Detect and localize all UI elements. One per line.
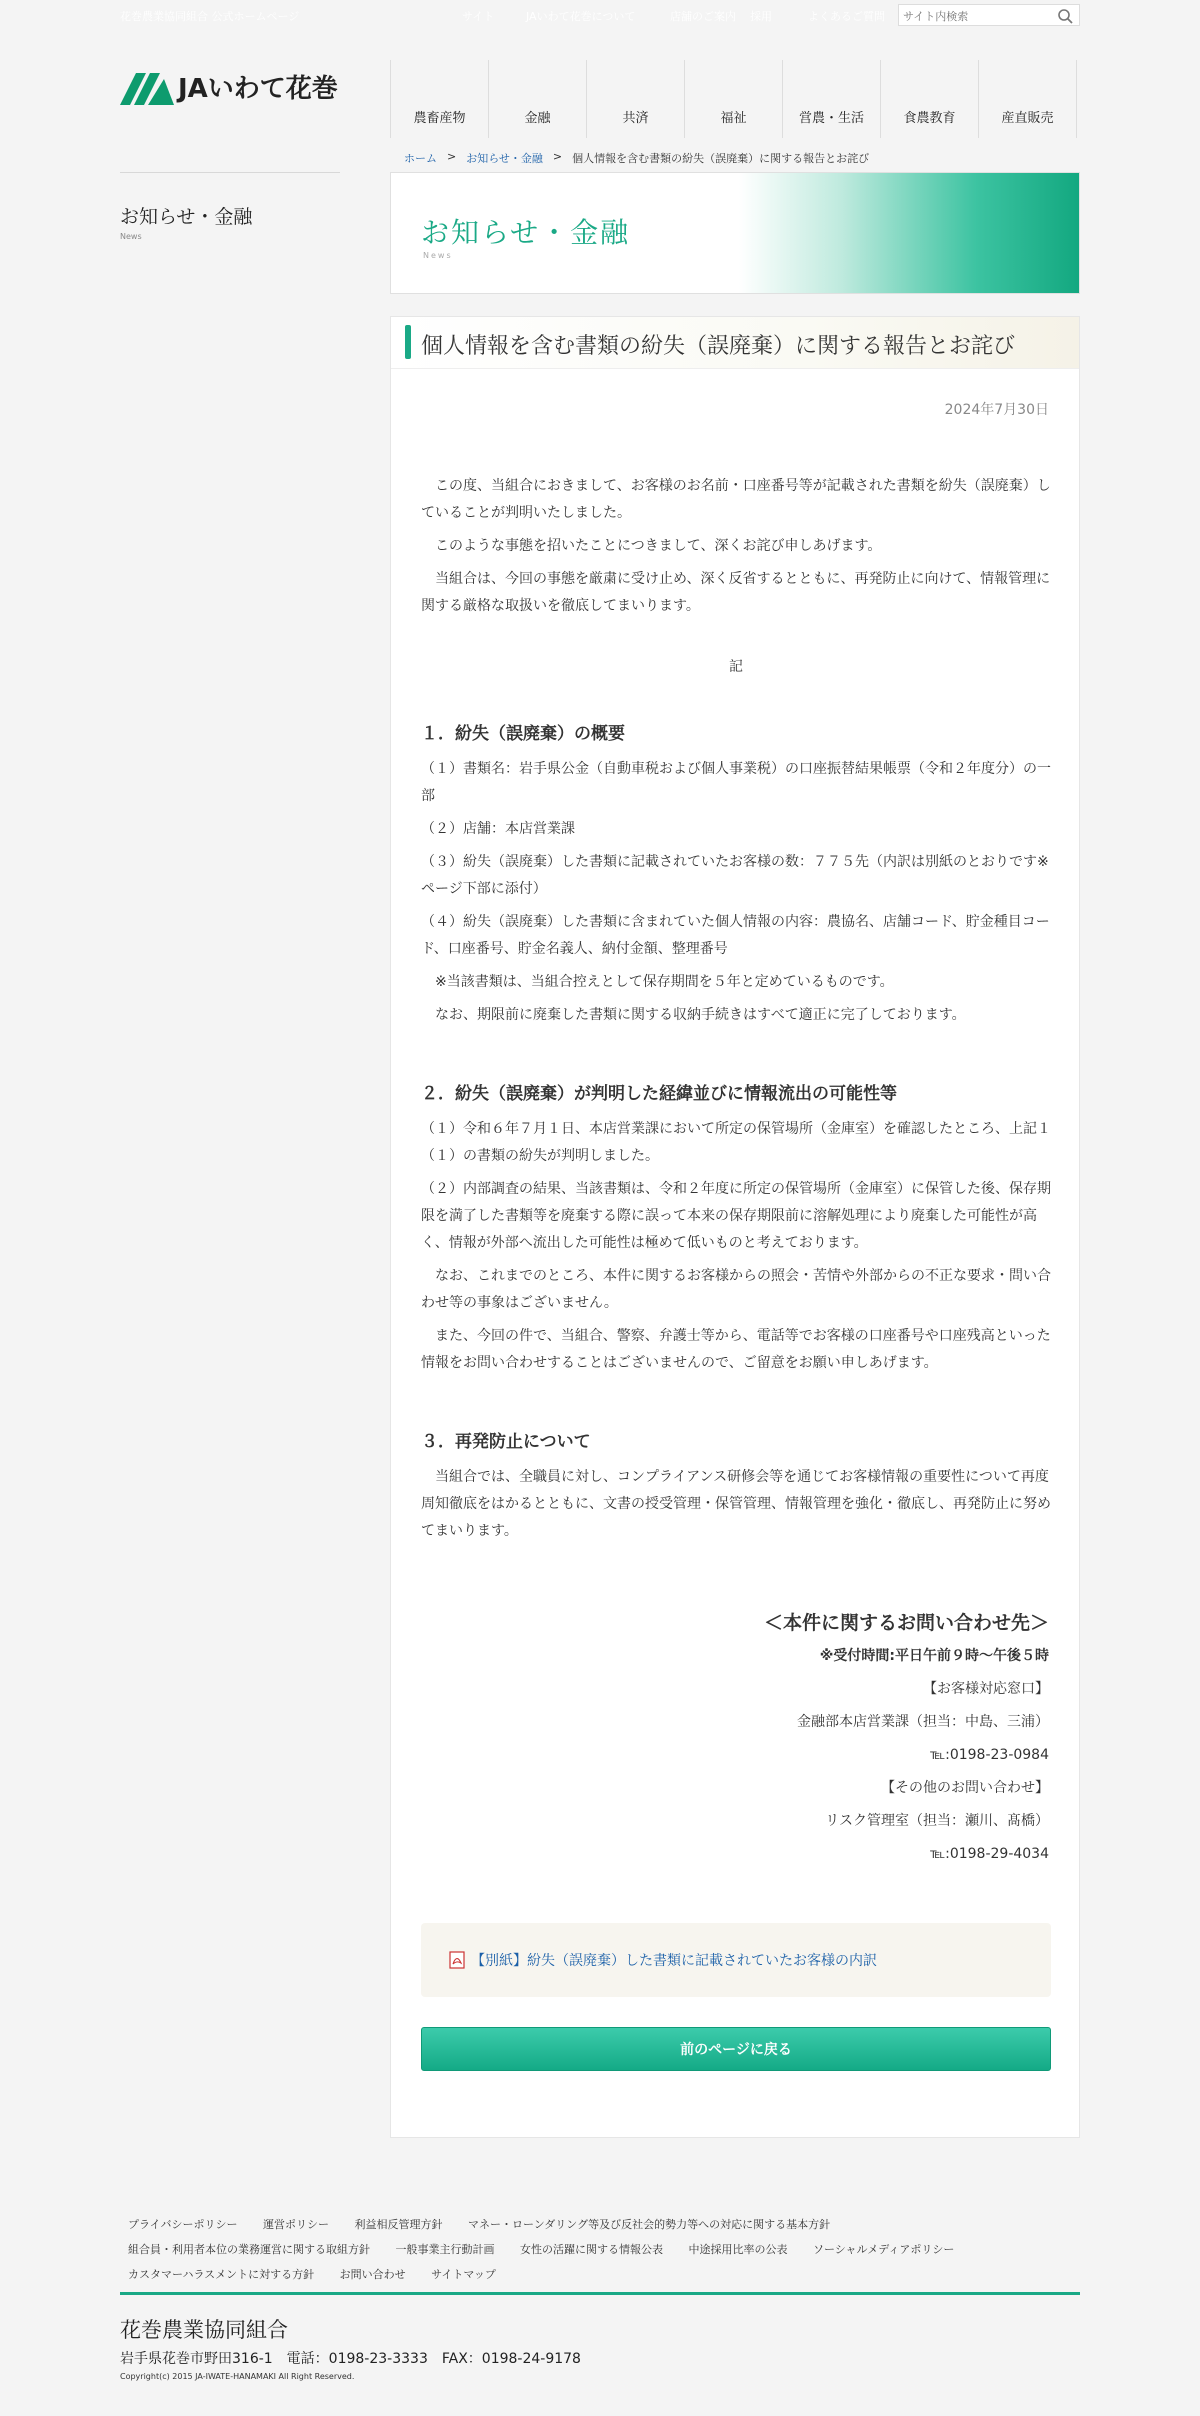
article-title: 個人情報を含む書類の紛失（誤廃棄）に関する報告とお詫び — [421, 334, 1016, 359]
site-tagline: 花巻農業協同組合 公式ホームページ — [120, 10, 300, 23]
sidebar-divider — [120, 172, 340, 173]
intro-paragraph: この度、当組合におきまして、お客様のお名前・口座番号等が記載された書類を紛失（誤廃棄）していることが判明いたしました。 — [421, 478, 1051, 521]
nav-item-mutual-aid[interactable]: 共済 — [587, 60, 685, 138]
footer-link-sitemap[interactable]: サイトマップ — [431, 2268, 496, 2281]
footer-link-aml[interactable]: マネー・ローンダリング等及び反社会的勢力等への対応に関する基本方針 — [467, 2218, 831, 2231]
util-link-2[interactable]: JAいわて花巻について — [526, 10, 636, 23]
intro-paragraph: 当組合は、今回の事態を厳粛に受け止め、深く反省するとともに、再発防止に向けて、情報管理に関する厳格な取扱いを徹底してまいります。 — [421, 571, 1051, 614]
section-3-item: 当組合では、全職員に対し、コンプライアンス研修会等を通じてお客様情報の重要性について再度周知徹底をはかるとともに、文書の授受管理・保管管理、情報管理を強化・徹底し、再発防止に努めてまいります。 — [421, 1469, 1051, 1539]
sidebar-subtitle: News — [120, 232, 142, 241]
contact-tel-1: ℡:0198-23-0984 — [930, 1747, 1049, 1763]
footer-link-customer-first[interactable]: 組合員・利用者本位の業務運営に関する取組方針 — [128, 2243, 370, 2256]
breadcrumb-sep: > — [447, 150, 457, 163]
attachment-link[interactable]: 【別紙】紛失（誤廃棄）した書類に記載されていたお客様の内訳 — [471, 1953, 877, 1969]
ki-marker: 記 — [729, 659, 743, 675]
article — [390, 316, 1080, 2138]
site-logo[interactable] — [120, 68, 338, 105]
back-button[interactable]: 前のページに戻る — [421, 2027, 1051, 2071]
ja-logo-icon — [120, 69, 174, 105]
search-icon[interactable] — [1057, 8, 1073, 24]
footer-org-name: 花巻農業協同組合 — [120, 2318, 288, 2342]
breadcrumb — [404, 150, 869, 166]
footer-link-operation[interactable]: 運営ポリシー — [262, 2218, 329, 2231]
pdf-icon — [449, 1951, 465, 1969]
footer-copyright: Copyright(c) 2015 JA-IWATE-HANAMAKI All Right Reserved. — [120, 2372, 355, 2381]
global-nav — [390, 60, 1077, 138]
section-1-item: ※当該書類は、当組合控えとして保存期間を５年と定めているものです。 — [421, 974, 894, 990]
section-1-item: （１）書類名：岩手県公金（自動車税および個人事業税）の口座振替結果帳票（令和２年度分）の一部 — [421, 761, 1051, 804]
util-link-1[interactable]: サイト — [462, 10, 495, 23]
search-input[interactable] — [899, 7, 1049, 27]
nav-item-direct-sales[interactable]: 産直販売 — [979, 60, 1077, 138]
contact-desk-2: 【その他のお問い合わせ】 — [881, 1780, 1049, 1796]
section-1-item: なお、期限前に廃棄した書類に関する収納手続きはすべて適正に完了しております。 — [421, 1007, 966, 1023]
section-2-item: なお、これまでのところ、本件に関するお客様からの照会・苦情や外部からの不正な要求・問い合わせ等の事象はございません。 — [421, 1268, 1051, 1311]
nav-item-farming-life[interactable]: 営農・生活 — [783, 60, 881, 138]
breadcrumb-current: 個人情報を含む書類の紛失（誤廃棄）に関する報告とお詫び — [572, 152, 870, 165]
footer-link-social[interactable]: ソーシャルメディアポリシー — [813, 2243, 955, 2256]
footer-link-contact[interactable]: お問い合わせ — [339, 2268, 406, 2281]
top-bar — [0, 0, 1200, 30]
util-link-3[interactable]: 店舗のご案内 — [670, 10, 736, 23]
article-body — [421, 473, 1051, 1551]
footer-address: 岩手県花巻市野田316-1 電話：0198-23-3333 FAX：0198-24-9178 — [120, 2351, 581, 2367]
contact-hours: ※受付時間:平日午前９時〜午後５時 — [819, 1648, 1049, 1664]
contact-desk-1: 【お客様対応窓口】 — [923, 1681, 1049, 1697]
section-2-item: また、今回の件で、当組合、警察、弁護士等から、電話等でお客様の口座番号や口座残高といった情報をお問い合わせすることはございませんので、ご留意をお願い申しあげます。 — [421, 1328, 1051, 1371]
banner-gradient — [739, 173, 1079, 294]
section-2-item: （１）令和６年７月１日、本店営業課において所定の保管場所（金庫室）を確認したところ、上記１（１）の書類の紛失が判明しました。 — [421, 1121, 1051, 1164]
attachment-box — [421, 1923, 1051, 1997]
breadcrumb-sep: > — [552, 150, 563, 163]
footer-divider — [120, 2292, 1080, 2295]
footer-link-privacy[interactable]: プライバシーポリシー — [128, 2218, 238, 2231]
nav-item-finance[interactable]: 金融 — [489, 60, 587, 138]
nav-item-agri[interactable]: 農畜産物 — [391, 60, 489, 138]
article-date: 2024年7月30日 — [944, 402, 1049, 418]
util-link-5[interactable]: よくあるご質問 — [808, 10, 885, 23]
contact-dept-2: リスク管理室（担当：瀬川、髙橋） — [825, 1813, 1049, 1829]
section-1-item: （３）紛失（誤廃棄）した書類に記載されていたお客様の数：７７５先（内訳は別紙のとおりです※ページ下部に添付） — [421, 854, 1049, 897]
contact-dept-1: 金融部本店営業課（担当：中島、三浦） — [797, 1714, 1049, 1730]
contact-block — [764, 1607, 1049, 1871]
section-1-heading: １．紛失（誤廃棄）の概要 — [421, 724, 625, 744]
util-link-4[interactable]: 採用 — [750, 10, 772, 23]
footer-link-action-plan[interactable]: 一般事業主行動計画 — [395, 2243, 495, 2256]
breadcrumb-home[interactable]: ホーム — [404, 152, 437, 165]
nav-item-welfare[interactable]: 福祉 — [685, 60, 783, 138]
banner-title: お知らせ・金融 — [421, 216, 631, 249]
nav-item-food-education[interactable]: 食農教育 — [881, 60, 979, 138]
banner-subtitle: News — [423, 251, 453, 260]
section-1-item: （４）紛失（誤廃棄）した書類に含まれていた個人情報の内容：農協名、店舗コード、貯金種目コード、口座番号、貯金名義人、納付金額、整理番号 — [421, 914, 1050, 957]
footer-links — [128, 2212, 1088, 2287]
footer-link-harassment[interactable]: カスタマーハラスメントに対する方針 — [128, 2268, 315, 2281]
contact-tel-2: ℡:0198-29-4034 — [930, 1846, 1049, 1862]
section-2-item: （２）内部調査の結果、当該書類は、令和２年度に所定の保管場所（金庫室）に保管した後、保存期限を満了した書類等を廃棄する際に誤って本来の保存期限前に溶解処理により廃棄した可能性が高く、情報が外部へ流出した可能性は極めて低いものと考えております。 — [421, 1181, 1051, 1251]
section-2-heading: ２．紛失（誤廃棄）が判明した経緯並びに情報流出の可能性等 — [421, 1084, 897, 1104]
sidebar-title: お知らせ・金融 — [120, 206, 253, 228]
site-search — [898, 4, 1080, 26]
footer-link-midcareer[interactable]: 中途採用比率の公表 — [688, 2243, 788, 2256]
section-1-item: （２）店舗：本店営業課 — [421, 821, 575, 837]
page-banner — [390, 172, 1080, 294]
footer-link-women[interactable]: 女性の活躍に関する情報公表 — [520, 2243, 663, 2256]
logo-text: JAいわて花巻 — [178, 74, 338, 104]
title-accent-bar — [405, 325, 411, 359]
article-header — [391, 317, 1079, 369]
breadcrumb-category[interactable]: お知らせ・金融 — [466, 152, 543, 165]
contact-heading: ＜本件に関するお問い合わせ先＞ — [763, 1612, 1049, 1634]
footer-link-conflict[interactable]: 利益相反管理方針 — [354, 2218, 443, 2231]
intro-paragraph: このような事態を招いたことにつきまして、深くお詫び申しあげます。 — [421, 538, 882, 554]
section-3-heading: ３．再発防止について — [421, 1432, 591, 1452]
